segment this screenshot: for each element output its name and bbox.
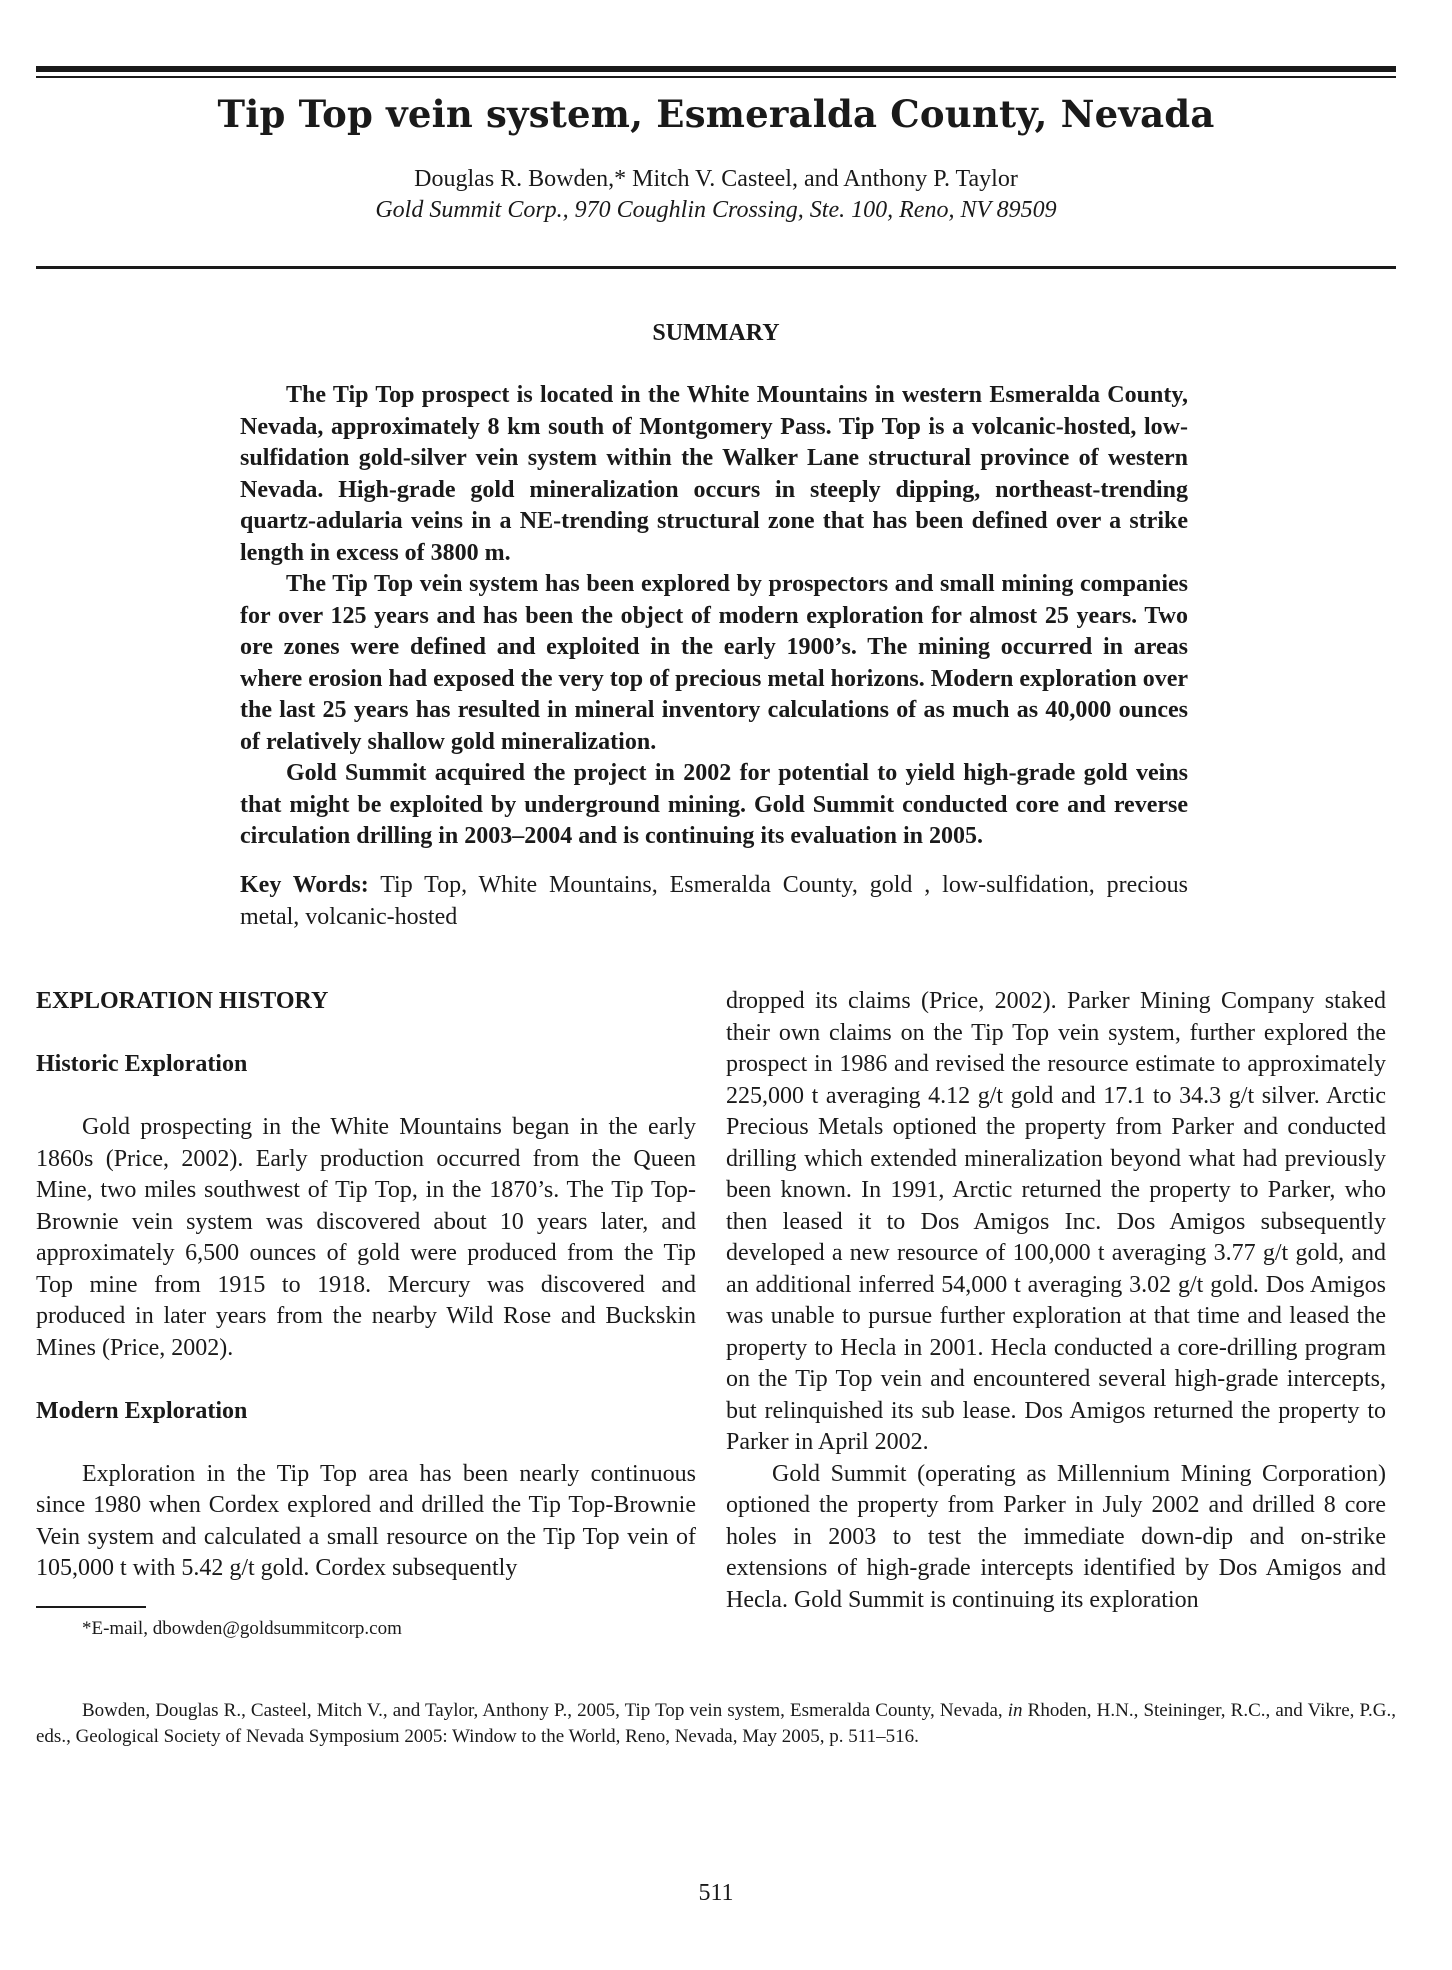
body-column-right [726, 986, 1386, 1616]
keywords-label: Key Words: [240, 872, 369, 898]
citation [36, 1698, 1396, 1750]
footnote-rule [36, 1606, 146, 1608]
header-rule-bottom [36, 266, 1396, 269]
summary-abstract [240, 380, 1188, 853]
header-rule-thin [36, 76, 1396, 78]
author-list: Douglas R. Bowden,* Mitch V. Casteel, and Anthony P. Taylor [414, 166, 1018, 192]
keywords [240, 870, 1188, 933]
body-paragraph: Gold Summit (operating as Millennium Mining Corporation) optioned the property from Parker in July 2002 and drilled 8 core holes in 2003 to test the immediate down-dip and on-strike extensions of high-grade intercepts identified by Dos Amigos and Hecla. Gold Summit is continuing its exploration [726, 1460, 1386, 1613]
keywords-text: Tip Top, White Mountains, Esmeralda County, gold , low-sulfidation, precious metal, volcanic-hosted [240, 872, 1188, 930]
paper-title: Tip Top vein system, Esmeralda County, Nevada [217, 92, 1215, 136]
summary-paragraph: Gold Summit acquired the project in 2002 for potential to yield high-grade gold veins that might be exploited by underground mining. Gold Summit conducted core and reverse circulation drilling in 2003–2004 and is continuing its evaluation in 2005. [240, 760, 1188, 849]
header-rule-thick [36, 66, 1396, 72]
footnote-email: *E-mail, dbowden@goldsummitcorp.com [82, 1618, 402, 1639]
summary-paragraph: The Tip Top prospect is located in the White Mountains in western Esmeralda County, Nevada, approximately 8 km south of Montgomery Pass. Tip Top is a volcanic-hosted, low-sulfidation gold-silver vein system within the Walker Lane structural province of western Nevada. High-grade gold mineralization occurs in steeply dipping, northeast-trending quartz-adularia veins in a NE-trending structural zone that has been defined over a strike length in excess of 3800 m. [240, 382, 1188, 566]
citation-text-end: Rhoden, H.N., Steininger, R.C., and Vikre, P.G., eds., Geological Society of Nevada Symposium 2005: Window to the World, Reno, Nevada, May 2005, p. 511–516. [36, 1700, 1396, 1747]
citation-text: Bowden, Douglas R., Casteel, Mitch V., and Taylor, Anthony P., 2005, Tip Top vein system, Esmeralda County, Nevada, [82, 1700, 1008, 1721]
body-paragraph: Exploration in the Tip Top area has been nearly continuous since 1980 when Cordex explored and drilled the Tip Top-Brownie Vein system and calculated a small resource on the Tip Top vein of 105,000 t with 5.42 g/t gold. Cordex subsequently [36, 1460, 696, 1581]
body-column-left [36, 986, 696, 1585]
body-paragraph: dropped its claims (Price, 2002). Parker Mining Company staked their own claims on the Tip Top vein system, further explored the prospect in 1986 and revised the resource estimate to approximately 225,000 t averaging 4.12 g/t gold and 17.1 to 34.3 g/t silver. Arctic Precious Metals optioned the property from Parker and conducted drilling which extended mineralization beyond what had previously been known. In 1991, Arctic returned the property to Parker, who then leased it to Dos Amigos Inc. Dos Amigos subsequently developed a new resource of 100,000 t averaging 3.77 g/t gold, and an additional inferred 54,000 t averaging 3.02 g/t gold. Dos Amigos was unable to pursue further exploration at that time and leased the property to Hecla in 2001. Hecla conducted a core-drilling program on the Tip Top vein and encountered several high-grade intercepts, but relinquished its sub lease. Dos Amigos returned the property to Parker in April 2002. [726, 988, 1386, 1455]
body-paragraph: Gold prospecting in the White Mountains began in the early 1860s (Price, 2002). Early production occurred from the Queen Mine, two miles southwest of Tip Top, in the 1870’s. The Tip Top-Brownie vein system was discovered about 10 years later, and approximately 6,500 ounces of gold were produced from the Tip Top mine from 1915 to 1918. Mercury was discovered and produced in later years from the nearby Wild Rose and Buckskin Mines (Price, 2002). [36, 1114, 696, 1361]
summary-heading: SUMMARY [652, 320, 780, 346]
page-number: 511 [698, 1880, 734, 1906]
citation-italic: in [1007, 1700, 1023, 1721]
subsection-heading-modern: Modern Exploration [36, 1397, 248, 1424]
subsection-heading-historic: Historic Exploration [36, 1051, 248, 1077]
author-affiliation: Gold Summit Corp., 970 Coughlin Crossing, Ste. 100, Reno, NV 89509 [375, 197, 1057, 223]
summary-paragraph: The Tip Top vein system has been explored by prospectors and small mining companies for over 125 years and has been the object of modern exploration for almost 25 years. Two ore zones were defined and exploited in the early 1900’s. The mining occurred in areas where erosion had exposed the very top of precious metal horizons. Modern exploration over the last 25 years has resulted in mineral inventory calculations of as much as 40,000 ounces of relatively shallow gold mineralization. [240, 571, 1188, 755]
section-heading: EXPLORATION HISTORY [36, 988, 329, 1014]
